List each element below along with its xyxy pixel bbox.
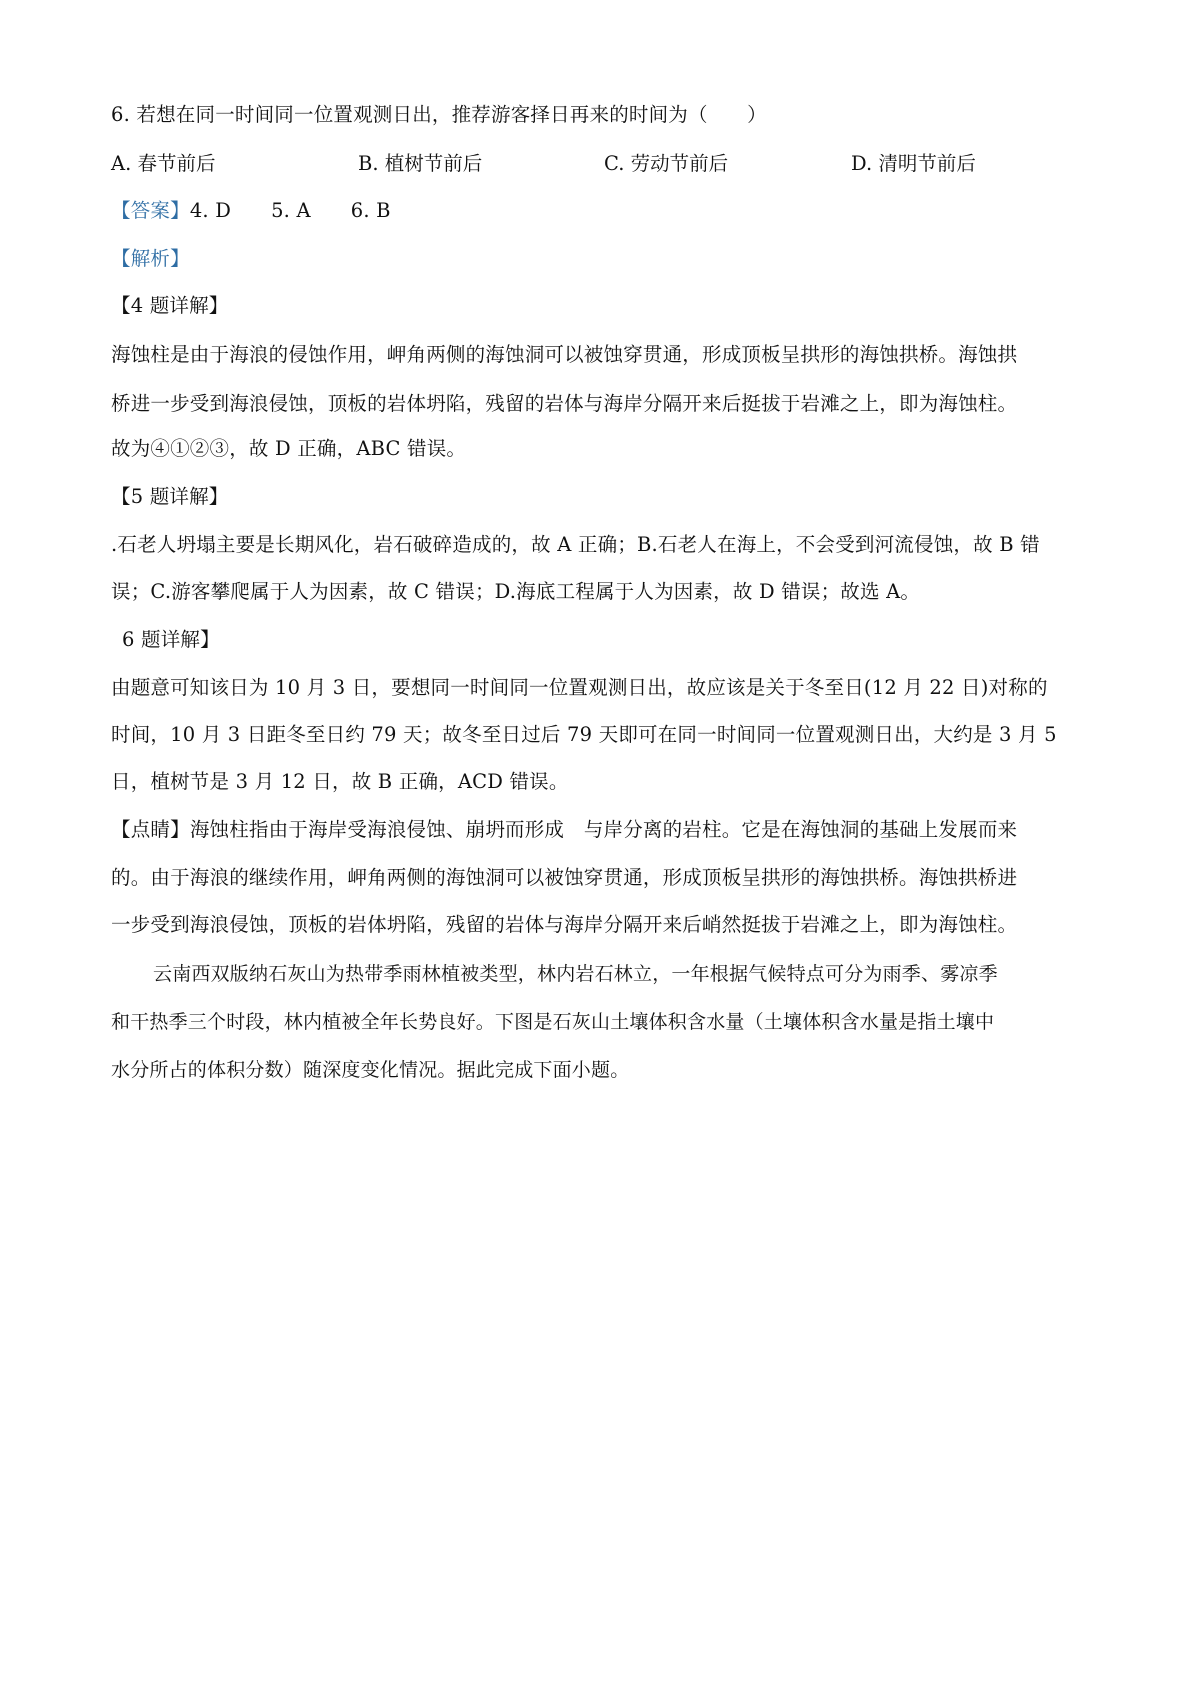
question-6-stem: 6. 若想在同一时间同一位置观测日出，推荐游客择日再来的时间为（ ）	[111, 103, 767, 126]
q6-text-line: 由题意可知该日为 10 月 3 日，要想同一时间同一位置观测日出，故应该是关于冬至日(12 月 22 日)对称的	[111, 676, 1048, 699]
q5-text-line: 误；C.游客攀爬属于人为因素，故 C 错误；D.海底工程属于人为因素，故 D 错误；故选 A。	[111, 580, 921, 603]
tip-line	[111, 818, 1017, 842]
q4-text-line: 故为④①②③，故 D 正确，ABC 错误。	[111, 437, 467, 460]
q5-text-line: .石老人坍塌主要是长期风化，岩石破碎造成的，故 A 正确；B.石老人在海上，不会受到河流侵蚀，故 B 错	[111, 533, 1040, 556]
material-text-line: 和干热季三个时段，林内植被全年长势良好。下图是石灰山土壤体积含水量（土壤体积含水量是指土壤中	[111, 1011, 995, 1033]
q4-text-line: 海蚀柱是由于海浪的侵蚀作用，岬角两侧的海蚀洞可以被蚀穿贯通，形成顶板呈拱形的海蚀拱桥。海蚀拱	[111, 343, 1018, 366]
option-d: D. 清明节前后	[851, 152, 976, 175]
q4-heading: 【4 题详解】	[111, 294, 229, 317]
analysis-tag: 【解析】	[111, 247, 190, 270]
q6-text-line: 日，植树节是 3 月 12 日，故 B 正确，ACD 错误。	[111, 770, 569, 793]
q5-heading: 【5 题详解】	[111, 485, 229, 508]
answer-item: 5. A	[271, 199, 311, 222]
tip-text-line: 一步受到海浪侵蚀，顶板的岩体坍陷，残留的岩体与海岸分隔开来后峭然挺拔于岩滩之上，即为海蚀柱。	[111, 913, 1018, 936]
q4-text-line: 桥进一步受到海浪侵蚀，顶板的岩体坍陷，残留的岩体与海岸分隔开来后挺拔于岩滩之上，即为海蚀柱。	[111, 392, 1018, 415]
q6-text-line: 时间，10 月 3 日距冬至日约 79 天；故冬至日过后 79 天即可在同一时间同一位置观测日出，大约是 3 月 5	[111, 723, 1057, 746]
material-text-line: 云南西双版纳石灰山为热带季雨林植被类型，林内岩石林立，一年根据气候特点可分为雨季、雾凉季	[153, 963, 998, 985]
q6-heading: 6 题详解】	[122, 628, 220, 651]
answer-item: 4. D	[189, 199, 232, 222]
option-a: A. 春节前后	[111, 152, 216, 175]
option-c: C. 劳动节前后	[604, 152, 729, 175]
answer-line	[111, 199, 391, 223]
material-text-line: 水分所占的体积分数）随深度变化情况。据此完成下面小题。	[111, 1059, 630, 1081]
tip-text: 海蚀柱指由于海岸受海浪侵蚀、崩坍而形成 与岸分离的岩柱。它是在海蚀洞的基础上发展而来	[189, 818, 1018, 841]
tip-text-line: 的。由于海浪的继续作用，岬角两侧的海蚀洞可以被蚀穿贯通，形成顶板呈拱形的海蚀拱桥。海蚀拱桥进	[111, 866, 1018, 889]
answer-item: 6. B	[350, 199, 391, 222]
option-b: B. 植树节前后	[358, 152, 483, 175]
tip-tag: 【点睛】	[111, 818, 190, 841]
answer-tag: 【答案】	[111, 199, 190, 222]
